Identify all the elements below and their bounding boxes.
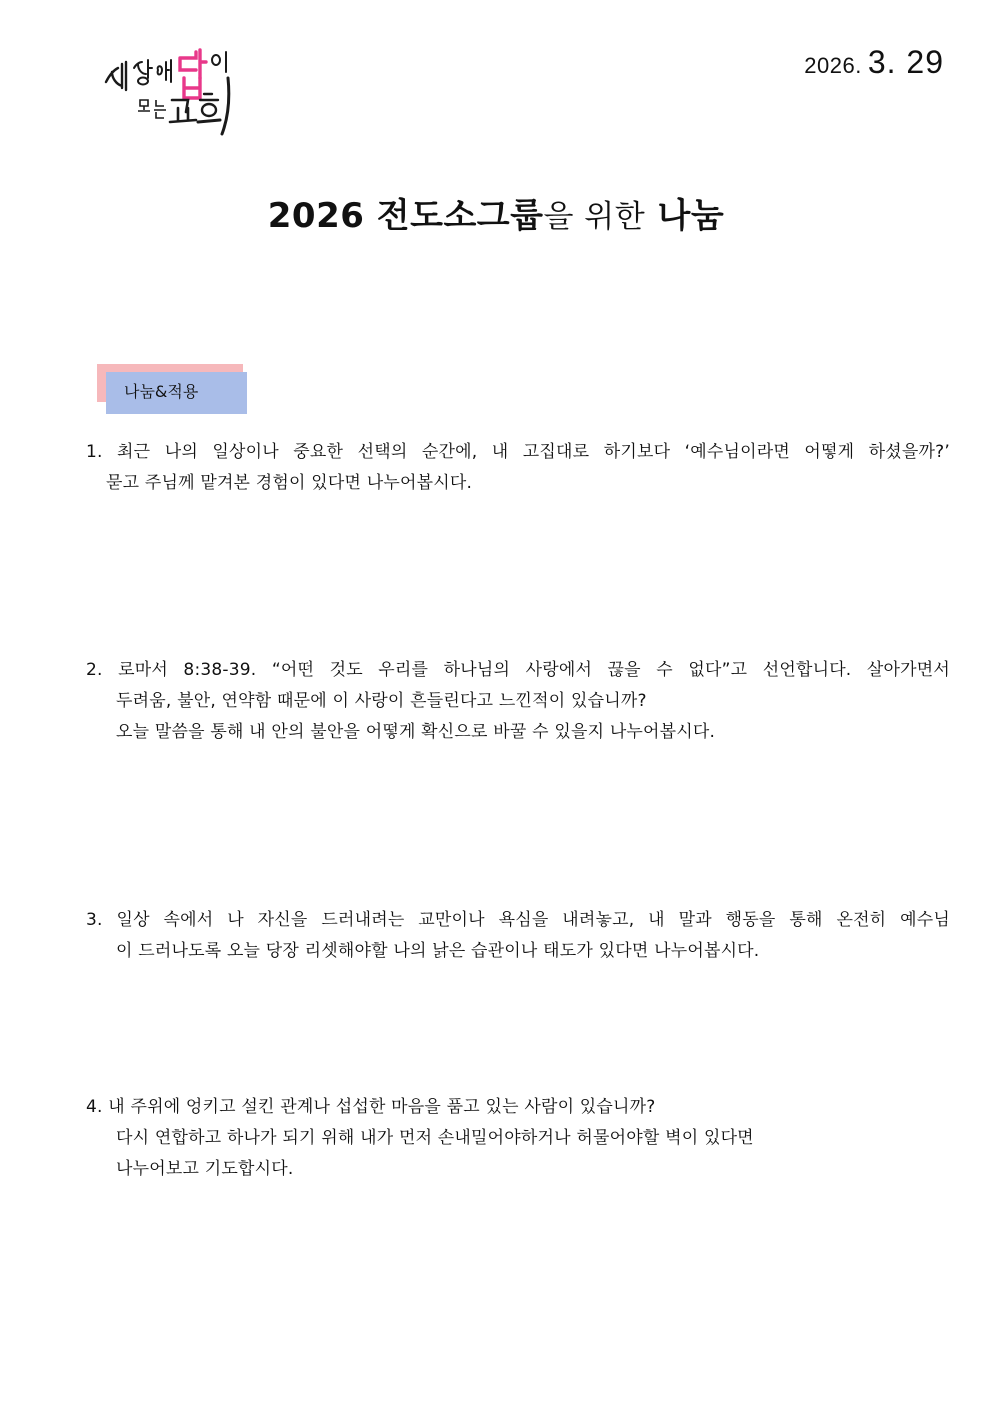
- date-month-day: 3. 29: [867, 44, 944, 80]
- question-4-line-2: 다시 연합하고 하나가 되기 위해 내가 먼저 손내밀어야하거나 허물어야할 벽이 있다면: [116, 1128, 754, 1148]
- title-year: 2026: [267, 196, 365, 236]
- date: [804, 44, 944, 81]
- question-2-line-2: 두려움, 불안, 연약함 때문에 이 사랑이 흔들린다고 느낀적이 있습니까?: [116, 691, 647, 711]
- question-1: [86, 437, 950, 499]
- question-1-line-1: 1. 최근 나의 일상이나 중요한 선택의 순간에, 내 고집대로 하기보다 ‘예수님이라면 어떻게 하셨을까?’: [86, 442, 950, 462]
- question-2: [86, 655, 950, 748]
- title-sharing: 나눔: [657, 196, 725, 236]
- church-logo: [100, 48, 260, 138]
- question-3-line-2: 이 드러나도록 오늘 당장 리셋해야할 나의 낡은 습관이나 태도가 있다면 나누어봅시다.: [116, 941, 760, 961]
- section-tag-label: 나눔&적용: [106, 372, 247, 414]
- date-year: 2026.: [804, 53, 862, 78]
- question-4-line-1: 4. 내 주위에 엉키고 설킨 관계나 섭섭한 마음을 품고 있는 사람이 있습니까?: [86, 1097, 656, 1117]
- title-name: 전도소그룹: [376, 196, 544, 236]
- question-2-line-3: 오늘 말씀을 통해 내 안의 불안을 어떻게 확신으로 바꿀 수 있을지 나누어봅시다.: [116, 722, 716, 742]
- church-logo-image: [100, 48, 260, 138]
- question-2-line-1: 2. 로마서 8:38-39. “어떤 것도 우리를 하나님의 사랑에서 끊을 수 없다”고 선언합니다. 살아가면서: [86, 660, 950, 680]
- question-4-line-3: 나누어보고 기도합시다.: [116, 1159, 294, 1179]
- question-4: [86, 1092, 950, 1185]
- question-3: [86, 905, 950, 967]
- question-1-line-2: 묻고 주님께 맡겨본 경험이 있다면 나누어봅시다.: [106, 473, 473, 493]
- page-title: [0, 188, 992, 237]
- question-3-line-1: 3. 일상 속에서 나 자신을 드러내려는 교만이나 욕심을 내려놓고, 내 말과 행동을 통해 온전히 예수님: [86, 910, 950, 930]
- title-particle: 을 위한: [543, 199, 646, 235]
- section-tag: [97, 364, 247, 414]
